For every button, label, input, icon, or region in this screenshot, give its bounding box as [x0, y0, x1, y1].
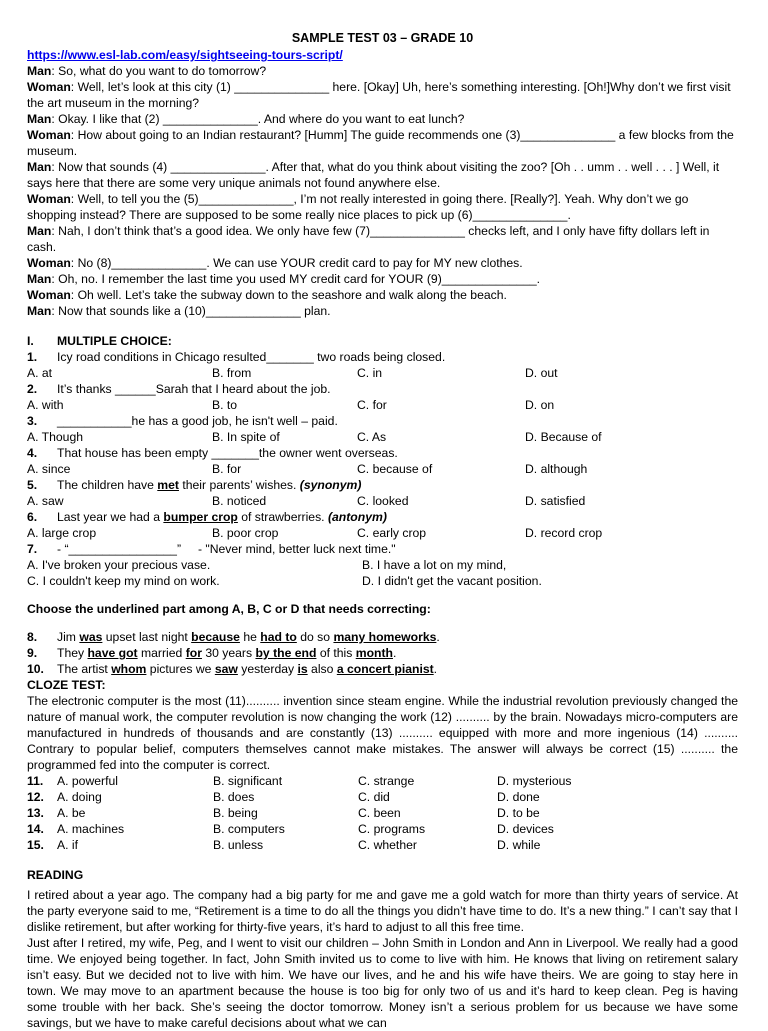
question-number: 15. [27, 838, 44, 852]
option-c[interactable]: C. in [357, 366, 383, 380]
sentence-part: . [392, 646, 397, 660]
line-text: : Oh well. Let’s take the subway down to the seashore and walk along the beach. [70, 288, 507, 302]
option-c[interactable]: C. I couldn't keep my mind on work. [27, 574, 220, 588]
option-d[interactable]: D. I didn't get the vacant position. [362, 574, 542, 588]
speaker: Man [27, 112, 52, 126]
dialogue-line [27, 111, 738, 127]
question-number: 10. [27, 662, 44, 676]
option-b[interactable]: B. does [213, 790, 255, 804]
page-title: SAMPLE TEST 03 – GRADE 10 [291, 31, 474, 45]
sentence-part: . [436, 630, 440, 644]
speaker: Woman [27, 288, 71, 302]
underlined-a[interactable]: was [79, 630, 103, 644]
question-number: 6. [27, 510, 38, 524]
question-number: 14. [27, 822, 44, 836]
stem-text: It’s thanks ______Sarah that I heard about the job. [57, 382, 331, 396]
dialogue [27, 63, 738, 319]
stem-text [57, 477, 361, 493]
line-text: : Well, let’s look at this city (1) ______________ here. [Okay] Uh, here’s something interesting. [Oh!]Why don’t we first visit the art museum in the morning? [27, 80, 734, 110]
speaker: Man [27, 160, 52, 174]
option-c[interactable]: C. looked [357, 494, 409, 508]
cloze-question [27, 837, 738, 853]
options-row [27, 557, 738, 573]
section-title: MULTIPLE CHOICE: [57, 334, 172, 348]
option-d[interactable]: D. while [497, 838, 541, 852]
sentence-part: he [239, 630, 261, 644]
option-a[interactable]: A. at [27, 366, 53, 380]
sentence-part: upset last night [102, 630, 192, 644]
question-stem [27, 509, 738, 525]
underlined-d[interactable]: month [355, 646, 393, 660]
sentence-part: 30 years [201, 646, 256, 660]
section-heading [27, 333, 738, 349]
option-a[interactable]: A. I've broken your precious vase. [27, 558, 211, 572]
option-b[interactable]: B. from [212, 366, 252, 380]
stem-text: That house has been empty _______the owner went overseas. [57, 446, 398, 460]
cloze-heading: CLOZE TEST: [27, 678, 106, 692]
option-b[interactable]: B. unless [213, 838, 264, 852]
underlined-d[interactable]: a concert pianist [336, 662, 434, 676]
option-a[interactable]: A. doing [57, 790, 102, 804]
option-b[interactable]: B. noticed [212, 494, 267, 508]
sentence-part: pictures we [146, 662, 215, 676]
sentence-part: also [307, 662, 337, 676]
line-text: : Now that sounds like a (10)______________ plan. [51, 304, 331, 318]
option-d[interactable]: D. done [497, 790, 540, 804]
dialogue-line [27, 79, 738, 111]
section-number: I. [27, 334, 34, 348]
underlined-c[interactable]: is [297, 662, 308, 676]
option-c[interactable]: C. As [357, 430, 387, 444]
question-stem [27, 381, 738, 397]
option-b[interactable]: B. being [213, 806, 258, 820]
options-row [27, 429, 738, 445]
stem-part: Last year we had a [57, 510, 164, 524]
question-number: 9. [27, 646, 38, 660]
cloze-question [27, 789, 738, 805]
line-text: : Well, to tell you the (5)______________, I’m not really interested in going there. [Really?]. Yeah. Why don’t we go shopping instead? There are supposed to be some really nice places to pick up (6)______________. [27, 192, 692, 222]
stem-text: - “________________” - "Never mind, better luck next time." [57, 542, 396, 556]
speaker: Woman [27, 80, 71, 94]
dialogue-line [27, 303, 738, 319]
underlined-c[interactable]: by the end [255, 646, 317, 660]
option-a[interactable]: A. Though [27, 430, 84, 444]
dialogue-line [27, 127, 738, 159]
option-c[interactable]: C. for [357, 398, 387, 412]
speaker: Woman [27, 192, 71, 206]
speaker: Man [27, 64, 52, 78]
underlined-a[interactable]: have got [87, 646, 138, 660]
options-row [27, 397, 738, 413]
question-stem [27, 541, 738, 557]
option-d[interactable]: D. devices [497, 822, 554, 836]
question-stem [27, 413, 738, 429]
underlined-d[interactable]: many homeworks [333, 630, 437, 644]
options-row [27, 493, 738, 509]
option-d[interactable]: D. record crop [525, 526, 603, 540]
option-a[interactable]: A. be [57, 806, 86, 820]
dialogue-line [27, 287, 738, 303]
options-row [27, 525, 738, 541]
line-text: : So, what do you want to do tomorrow? [51, 64, 267, 78]
underlined-word: bumper crop [163, 510, 238, 524]
reading-paragraph-1: I retired about a year ago. The company had a big party for me and gave me a gold watch for more than thirty years of service. At the party everyone said to me, “Retirement is a time to do all the things you didn’t have time to do. It’s a new thing.” I can’t say that I dislike retirement, but after working for thirty-five years, it’s hard to adjust to all this free time. [27, 888, 738, 934]
sentence-part: married [137, 646, 186, 660]
option-c[interactable]: C. been [358, 806, 401, 820]
option-d[interactable]: D. on [525, 398, 555, 412]
option-a[interactable]: A. if [57, 838, 78, 852]
option-b[interactable]: B. computers [213, 822, 285, 836]
question-number: 3. [27, 414, 38, 428]
underlined-word: met [157, 478, 179, 492]
option-c[interactable]: C. strange [358, 774, 415, 788]
underlined-b[interactable]: saw [214, 662, 238, 676]
source-link[interactable]: https://www.esl-lab.com/easy/sightseeing-tours-script/ [27, 48, 343, 62]
question-number: 11. [27, 774, 44, 788]
underlined-c[interactable]: had to [260, 630, 297, 644]
correction-question [27, 645, 738, 661]
option-a[interactable]: A. machines [57, 822, 125, 836]
question-stem [27, 477, 738, 493]
option-b[interactable]: B. poor crop [212, 526, 279, 540]
line-text: : Okay. I like that (2) ______________. And where do you want to eat lunch? [51, 112, 465, 126]
options-row [27, 365, 738, 381]
option-b[interactable]: B. I have a lot on my mind, [362, 558, 507, 572]
underlined-a[interactable]: whom [111, 662, 147, 676]
stem-note: (antonym) [327, 510, 387, 524]
line-text: : Nah, I don’t think that’s a good idea. We only have few (7)______________ checks left, and I only have fifty dollars left in cash. [27, 224, 713, 254]
dialogue-line [27, 255, 738, 271]
line-text: : Now that sounds (4) ______________. After that, what do you think about visiting the zoo? [Oh . . umm . . well . . . ] Well, it says here that there are some very unique animals not found anywhere else. [27, 160, 723, 190]
option-d[interactable]: D. mysterious [497, 774, 572, 788]
options-row [27, 573, 738, 589]
option-d[interactable]: D. although [525, 462, 588, 476]
multiple-choice-section [27, 333, 738, 589]
dialogue-line [27, 63, 738, 79]
correction-section [27, 629, 738, 677]
reading-heading: READING [27, 868, 84, 882]
sentence-part: do so [296, 630, 334, 644]
sentence [57, 661, 437, 677]
stem-part: of strawberries. [237, 510, 328, 524]
line-text: : No (8)______________. We can use YOUR credit card to pay for MY new clothes. [70, 256, 523, 270]
question-number: 4. [27, 446, 38, 460]
question-number: 1. [27, 350, 38, 364]
question-number: 12. [27, 790, 44, 804]
stem-note: (synonym) [299, 478, 362, 492]
option-c[interactable]: C. early crop [357, 526, 427, 540]
option-b[interactable]: B. for [212, 462, 242, 476]
option-d[interactable]: D. out [525, 366, 558, 380]
sentence-part: . [433, 662, 438, 676]
cloze-question [27, 805, 738, 821]
option-c[interactable]: C. whether [358, 838, 417, 852]
option-a[interactable]: A. with [27, 398, 64, 412]
stem-part: their parents’ wishes. [178, 478, 300, 492]
option-b[interactable]: B. significant [213, 774, 283, 788]
stem-text: Icy road conditions in Chicago resulted_______ two roads being closed. [57, 350, 446, 364]
option-b[interactable]: B. to [212, 398, 238, 412]
cloze-question [27, 773, 738, 789]
question-number: 7. [27, 542, 38, 556]
question-stem [27, 445, 738, 461]
speaker: Woman [27, 128, 71, 142]
option-a[interactable]: A. powerful [57, 774, 118, 788]
option-d[interactable]: D. Because of [525, 430, 602, 444]
cloze-options [27, 773, 738, 853]
speaker: Man [27, 224, 52, 238]
sentence [57, 645, 396, 661]
cloze-passage: The electronic computer is the most (11).......... invention since steam engine. While the industrial revolution previously changed the nature of manual work, the computer revolution is now changing the work (12) .......... by the brain. Nowadays micro-computers are manufactured in hundreds of thousands and are constantly (13) .......... equipped with more and more ingenious (14) .......... Contrary to popular belief, computers themselves cannot make mistakes. The answer will always be correct (15) .......... the programmed fed into the computer is correct. [27, 694, 738, 772]
line-text: : Oh, no. I remember the last time you used MY credit card for YOUR (9)______________. [51, 272, 541, 286]
correction-heading: Choose the underlined part among A, B, C or D that needs correcting: [27, 602, 431, 616]
option-b[interactable]: B. In spite of [212, 430, 280, 444]
option-a[interactable]: A. large crop [27, 526, 97, 540]
stem-text [57, 509, 387, 525]
dialogue-line [27, 159, 738, 191]
option-a[interactable]: A. since [27, 462, 71, 476]
option-a[interactable]: A. saw [27, 494, 64, 508]
stem-part: The children have [57, 478, 158, 492]
speaker: Man [27, 304, 52, 318]
correction-question [27, 661, 738, 677]
speaker: Woman [27, 256, 71, 270]
options-row [27, 461, 738, 477]
sentence-part: yesterday [237, 662, 298, 676]
correction-question [27, 629, 738, 645]
underlined-b[interactable]: for [185, 646, 202, 660]
sentence-part: They [57, 646, 88, 660]
question-number: 8. [27, 630, 38, 644]
speaker: Man [27, 272, 52, 286]
question-stem [27, 349, 738, 365]
option-d[interactable]: D. satisfied [525, 494, 586, 508]
option-c[interactable]: C. did [358, 790, 390, 804]
dialogue-line [27, 191, 738, 223]
underlined-b[interactable]: because [191, 630, 240, 644]
reading-paragraph-2: Just after I retired, my wife, Peg, and I went to visit our children – John Smith in London and Ann in Liverpool. We really had a good time. We enjoyed being together. In fact, John Smith invited us to come to live with him. He knows that living on retirement salary isn’t easy. But we decided not to live with him. We have our lives, and he and his wife have theirs. We are going to stay here in town. We may move to an apartment because the house is too big for only two of us and it’s hard to keep clean. Peg is having some trouble with her back. She’s seeing the doctor tomorrow. Money isn’t a serious problem for us because we have some savings, but we have to make careful decisions about what we can [27, 936, 738, 1030]
question-number: 13. [27, 806, 44, 820]
option-d[interactable]: D. to be [497, 806, 540, 820]
stem-text: ___________he has a good job, he isn't well – paid. [57, 414, 338, 428]
cloze-question [27, 821, 738, 837]
dialogue-line [27, 271, 738, 287]
question-number: 5. [27, 478, 38, 492]
sentence-part: The artist [57, 662, 112, 676]
option-c[interactable]: C. programs [358, 822, 426, 836]
sentence [57, 629, 440, 645]
sentence-part: Jim [57, 630, 80, 644]
question-number: 2. [27, 382, 38, 396]
dialogue-line [27, 223, 738, 255]
sentence-part: of this [316, 646, 356, 660]
option-c[interactable]: C. because of [357, 462, 433, 476]
line-text: : How about going to an Indian restaurant? [Humm] The guide recommends one (3)______________ a few blocks from the museum. [27, 128, 738, 158]
